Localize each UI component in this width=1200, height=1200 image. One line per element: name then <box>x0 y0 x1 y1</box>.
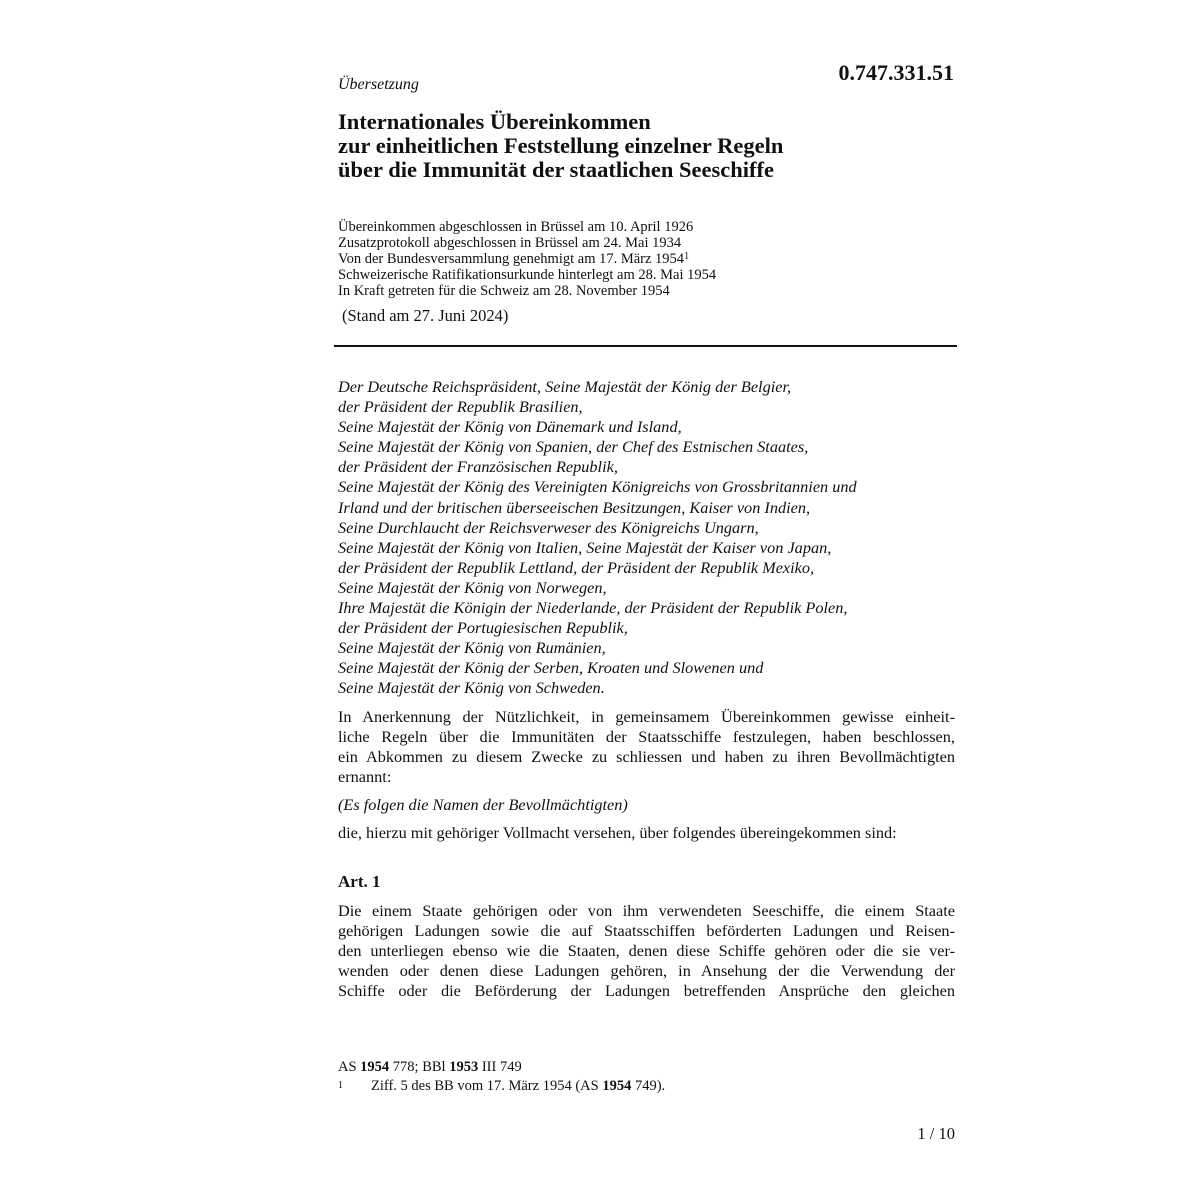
footnotes <box>338 1058 665 1096</box>
meta-protocol: Zusatzprotokoll abgeschlossen in Brüssel am 24. Mai 1934 <box>338 235 682 251</box>
meta-in-force: In Kraft getreten für die Schweiz am 28. November 1954 <box>338 283 670 299</box>
party-line: der Präsident der Republik Brasilien, <box>338 397 583 417</box>
party-line: Seine Majestät der König der Serben, Kroaten und Slowenen und <box>338 658 764 678</box>
footnote-ref-1[interactable]: 1 <box>684 251 690 262</box>
article-line: den unterliegen ebenso wie die Staaten, denen diese Schiffe gehören oder die sie ver- <box>338 941 955 961</box>
party-line: Seine Majestät der König von Dänemark und Island, <box>338 417 682 437</box>
footnote-text-end: 749). <box>634 1078 666 1094</box>
preamble-paragraph <box>338 707 955 787</box>
bbl-year: 1953 <box>449 1059 479 1075</box>
bbl-page: III 749 <box>481 1059 522 1075</box>
header-divider <box>334 345 957 347</box>
party-line: der Präsident der Republik Lettland, der Präsident der Republik Mexiko, <box>338 557 815 577</box>
document-metadata <box>338 219 716 299</box>
preamble-line: liche Regeln über die Immunitäten der Staatsschiffe festzulegen, haben beschlossen, <box>338 727 955 747</box>
preamble-line: In Anerkennung der Nützlichkeit, in gemeinsamem Übereinkommen gewisse einheit- <box>338 707 955 726</box>
meta-concluded: Übereinkommen abgeschlossen in Brüssel am 10. April 1926 <box>338 219 694 235</box>
footnote-number: 1 <box>338 1080 343 1091</box>
page-number: 1 / 10 <box>917 1124 955 1143</box>
sr-number: 0.747.331.51 <box>838 60 954 85</box>
title-line: zur einheitlichen Feststellung einzelner Regeln <box>338 133 784 158</box>
title-line: über die Immunität der staatlichen Seeschiffe <box>338 157 775 182</box>
article-line: gehörigen Ladungen sowie die auf Staatsschiffen beförderten Ladungen und Reisen- <box>338 921 955 941</box>
party-line: Ihre Majestät die Königin der Niederlande, der Präsident der Republik Polen, <box>338 598 848 618</box>
article-line: Schiffe oder die Beförderung der Ladungen betreffenden Ansprüche den gleichen <box>338 981 955 1001</box>
footnote-1 <box>338 1077 665 1096</box>
as-year: 1954 <box>360 1059 390 1075</box>
footnote-year: 1954 <box>602 1078 632 1094</box>
party-line: der Präsident der Französischen Republik, <box>338 457 618 477</box>
plenipotentiaries-note: (Es folgen die Namen der Bevollmächtigten) <box>338 795 628 814</box>
party-line: Seine Majestät der König von Schweden. <box>338 678 605 698</box>
translation-label: Übersetzung <box>338 76 419 93</box>
party-line: Seine Majestät der König von Spanien, der Chef des Estnischen Staates, <box>338 437 809 457</box>
title-line: Internationales Übereinkommen <box>338 109 651 134</box>
party-line: Der Deutsche Reichspräsident, Seine Majestät der König der Belgier, <box>338 377 792 396</box>
parties-list <box>338 377 857 699</box>
article-line: wenden oder denen diese Ladungen gehören, in Ansehung der die Verwendung der <box>338 961 955 981</box>
party-line: der Präsident der Portugiesischen Republik, <box>338 618 628 638</box>
as-page: 778; BBl <box>392 1059 446 1075</box>
meta-approved: Von der Bundesversammlung genehmigt am 17. März 1954 <box>338 251 685 267</box>
party-line: Irland und der britischen überseeischen Besitzungen, Kaiser von Indien, <box>338 497 811 517</box>
party-line: Seine Majestät der König des Vereinigten Königreichs von Grossbritannien und <box>338 477 857 497</box>
meta-ratification: Schweizerische Ratifikationsurkunde hinterlegt am 28. Mai 1954 <box>338 267 717 283</box>
party-line: Seine Majestät der König von Rumänien, <box>338 638 606 658</box>
preamble-line: ein Abkommen zu diesem Zwecke zu schliessen und haben zu ihren Bevollmächtigten <box>338 747 955 767</box>
party-line: Seine Majestät der König von Italien, Seine Majestät der Kaiser von Japan, <box>338 537 832 557</box>
agreed-line: die, hierzu mit gehöriger Vollmacht versehen, über folgendes übereingekommen sind: <box>338 823 897 842</box>
party-line: Seine Durchlaucht der Reichsverweser des Königreichs Ungarn, <box>338 517 759 537</box>
footnote-text: Ziff. 5 des BB vom 17. März 1954 (AS <box>371 1078 599 1094</box>
meta-approved-line <box>338 251 716 267</box>
party-line: Seine Majestät der König von Norwegen, <box>338 577 607 597</box>
article-line: Die einem Staate gehörigen oder von ihm verwendeten Seeschiffe, die einem Staate <box>338 901 955 920</box>
as-prefix: AS <box>338 1059 357 1075</box>
source-reference <box>338 1058 665 1077</box>
preamble-line: ernannt: <box>338 767 392 787</box>
status-date: (Stand am 27. Juni 2024) <box>342 306 509 325</box>
article-1-text <box>338 901 955 1001</box>
document-title <box>338 110 958 182</box>
article-1-heading: Art. 1 <box>338 872 381 891</box>
